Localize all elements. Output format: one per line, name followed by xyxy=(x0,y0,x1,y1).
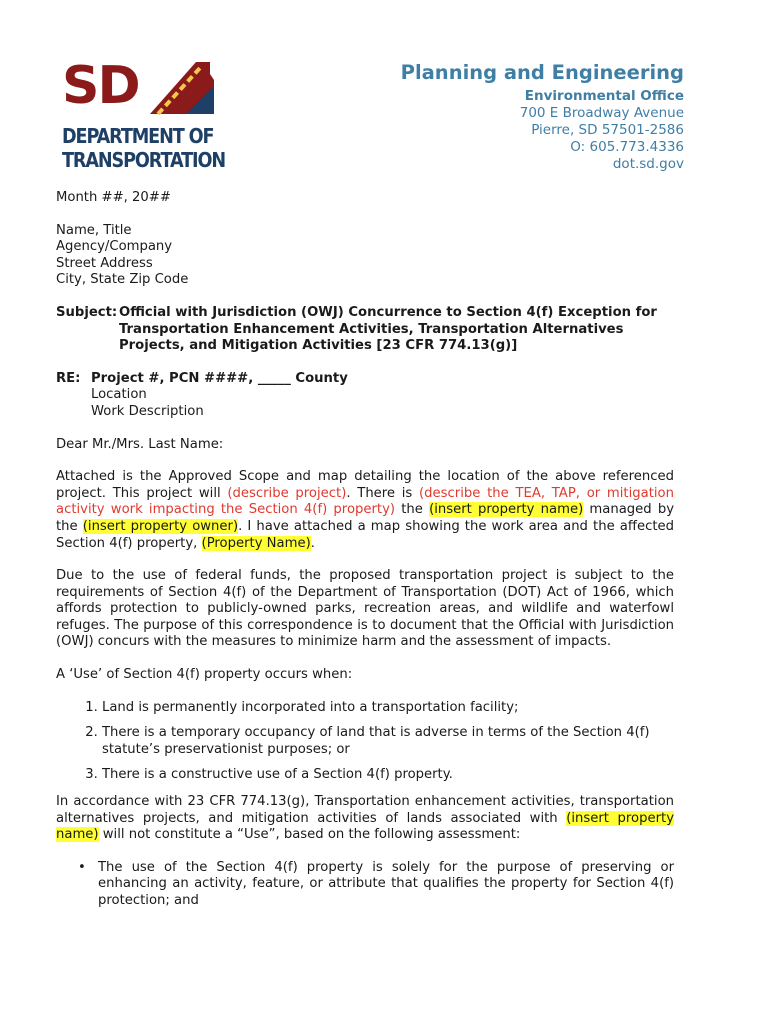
recipient-block xyxy=(56,223,674,289)
letter-body xyxy=(56,190,674,910)
office-name: Environmental Office xyxy=(524,88,684,104)
letterhead xyxy=(401,60,684,173)
text: will not constitute a “Use”, based on the following assessment: xyxy=(98,827,521,843)
placeholder-property-name: (insert property name) xyxy=(429,502,584,518)
paragraph-accordance xyxy=(56,794,674,844)
placeholder-property-name-2: (Property Name) xyxy=(201,535,311,551)
re-work-description: Work Description xyxy=(91,403,204,419)
paragraph-use-definition: A ‘Use’ of Section 4(f) property occurs when: xyxy=(56,667,353,683)
assessment-list xyxy=(56,860,674,910)
department-name: Planning and Engineering xyxy=(400,61,684,84)
road-state-icon xyxy=(148,60,216,116)
salutation: Dear Mr./Mrs. Last Name: xyxy=(56,436,224,452)
paragraph-federal-funds: Due to the use of federal funds, the proposed transportation project is subject to the requirements of Section 4(f) of the Department of Transportation (DOT) Act of 1966, which affords protection to publicly-owned parks, recreation areas, and wildlife and waterfowl refuges. The purpose of this correspondence is to document that the Official with Jurisdiction (OWJ) concurs with the measures to minimize harm and the assessment of impacts. xyxy=(56,568,674,650)
re-label: RE: xyxy=(56,370,81,386)
text: . I have attached a map showing the work area and the affected Section 4(f) property, xyxy=(56,518,674,551)
recipient-city: City, State Zip Code xyxy=(56,272,189,288)
placeholder-property-owner: (insert property owner) xyxy=(82,518,239,534)
website-link[interactable]: dot.sd.gov xyxy=(612,156,684,172)
letter-date: Month ##, 20## xyxy=(56,190,171,205)
text: managed by the xyxy=(56,502,675,534)
list-item: • The use of the Section 4(f) property is solely for the purpose of preserving or enhancing an activity, feature, or attribute that qualifies the property for Section 4(f) protection; and xyxy=(98,860,674,910)
placeholder-property-name-3: (insert property name) xyxy=(56,810,674,843)
text: the xyxy=(395,502,430,518)
logo-sd-text: SD xyxy=(62,56,139,116)
recipient-street: Street Address xyxy=(56,255,153,271)
paragraph-approved-scope xyxy=(56,469,674,552)
phone-number: O: 605.773.4336 xyxy=(570,139,684,155)
text: . xyxy=(310,535,315,551)
list-item: 1. Land is permanently incorporated into a transportation facility; xyxy=(102,700,674,717)
use-conditions-list xyxy=(56,700,674,784)
list-item: 3. There is a constructive use of a Section 4(f) property. xyxy=(102,767,674,784)
re-project: Project #, PCN ####, _____ County xyxy=(91,370,348,386)
text: In accordance with 23 CFR 774.13(g), Transportation enhancement activities, transportation alternatives projects, and mitigation activities of lands associated with xyxy=(56,794,674,826)
text: Attached is the Approved Scope and map detailing the location of the above referenced project. This project will xyxy=(56,469,674,501)
text: . There is xyxy=(346,485,420,501)
placeholder-describe-activity: (describe the TEA, TAP, or mitigation activity work impacting the Section 4(f) property) xyxy=(56,485,674,518)
subject-text: Official with Jurisdiction (OWJ) Concurrence to Section 4(f) Exception for Transportation Enhancement Activities, Transportation Alternatives Projects, and Mitigation Activities [23 CFR 774.13(g)] xyxy=(119,304,657,354)
address-line-2: Pierre, SD 57501-2586 xyxy=(531,122,684,138)
placeholder-describe-project: (describe project) xyxy=(227,485,347,501)
address-line-1: 700 E Broadway Avenue xyxy=(519,105,684,121)
recipient-agency: Agency/Company xyxy=(56,239,173,255)
logo-line-2: TRANSPORTATION xyxy=(62,148,226,172)
subject-label: Subject: xyxy=(56,304,118,320)
sd-dot-logo xyxy=(62,56,226,176)
logo-line-1: DEPARTMENT OF xyxy=(62,124,214,148)
list-item: 2. There is a temporary occupancy of land that is adverse in terms of the Section 4(f) statute’s preservationist purposes; or xyxy=(102,725,674,758)
re-block xyxy=(56,371,674,421)
recipient-name: Name, Title xyxy=(56,222,132,238)
logo-department-text xyxy=(62,124,225,172)
re-location: Location xyxy=(91,387,147,403)
subject-line xyxy=(56,305,674,355)
